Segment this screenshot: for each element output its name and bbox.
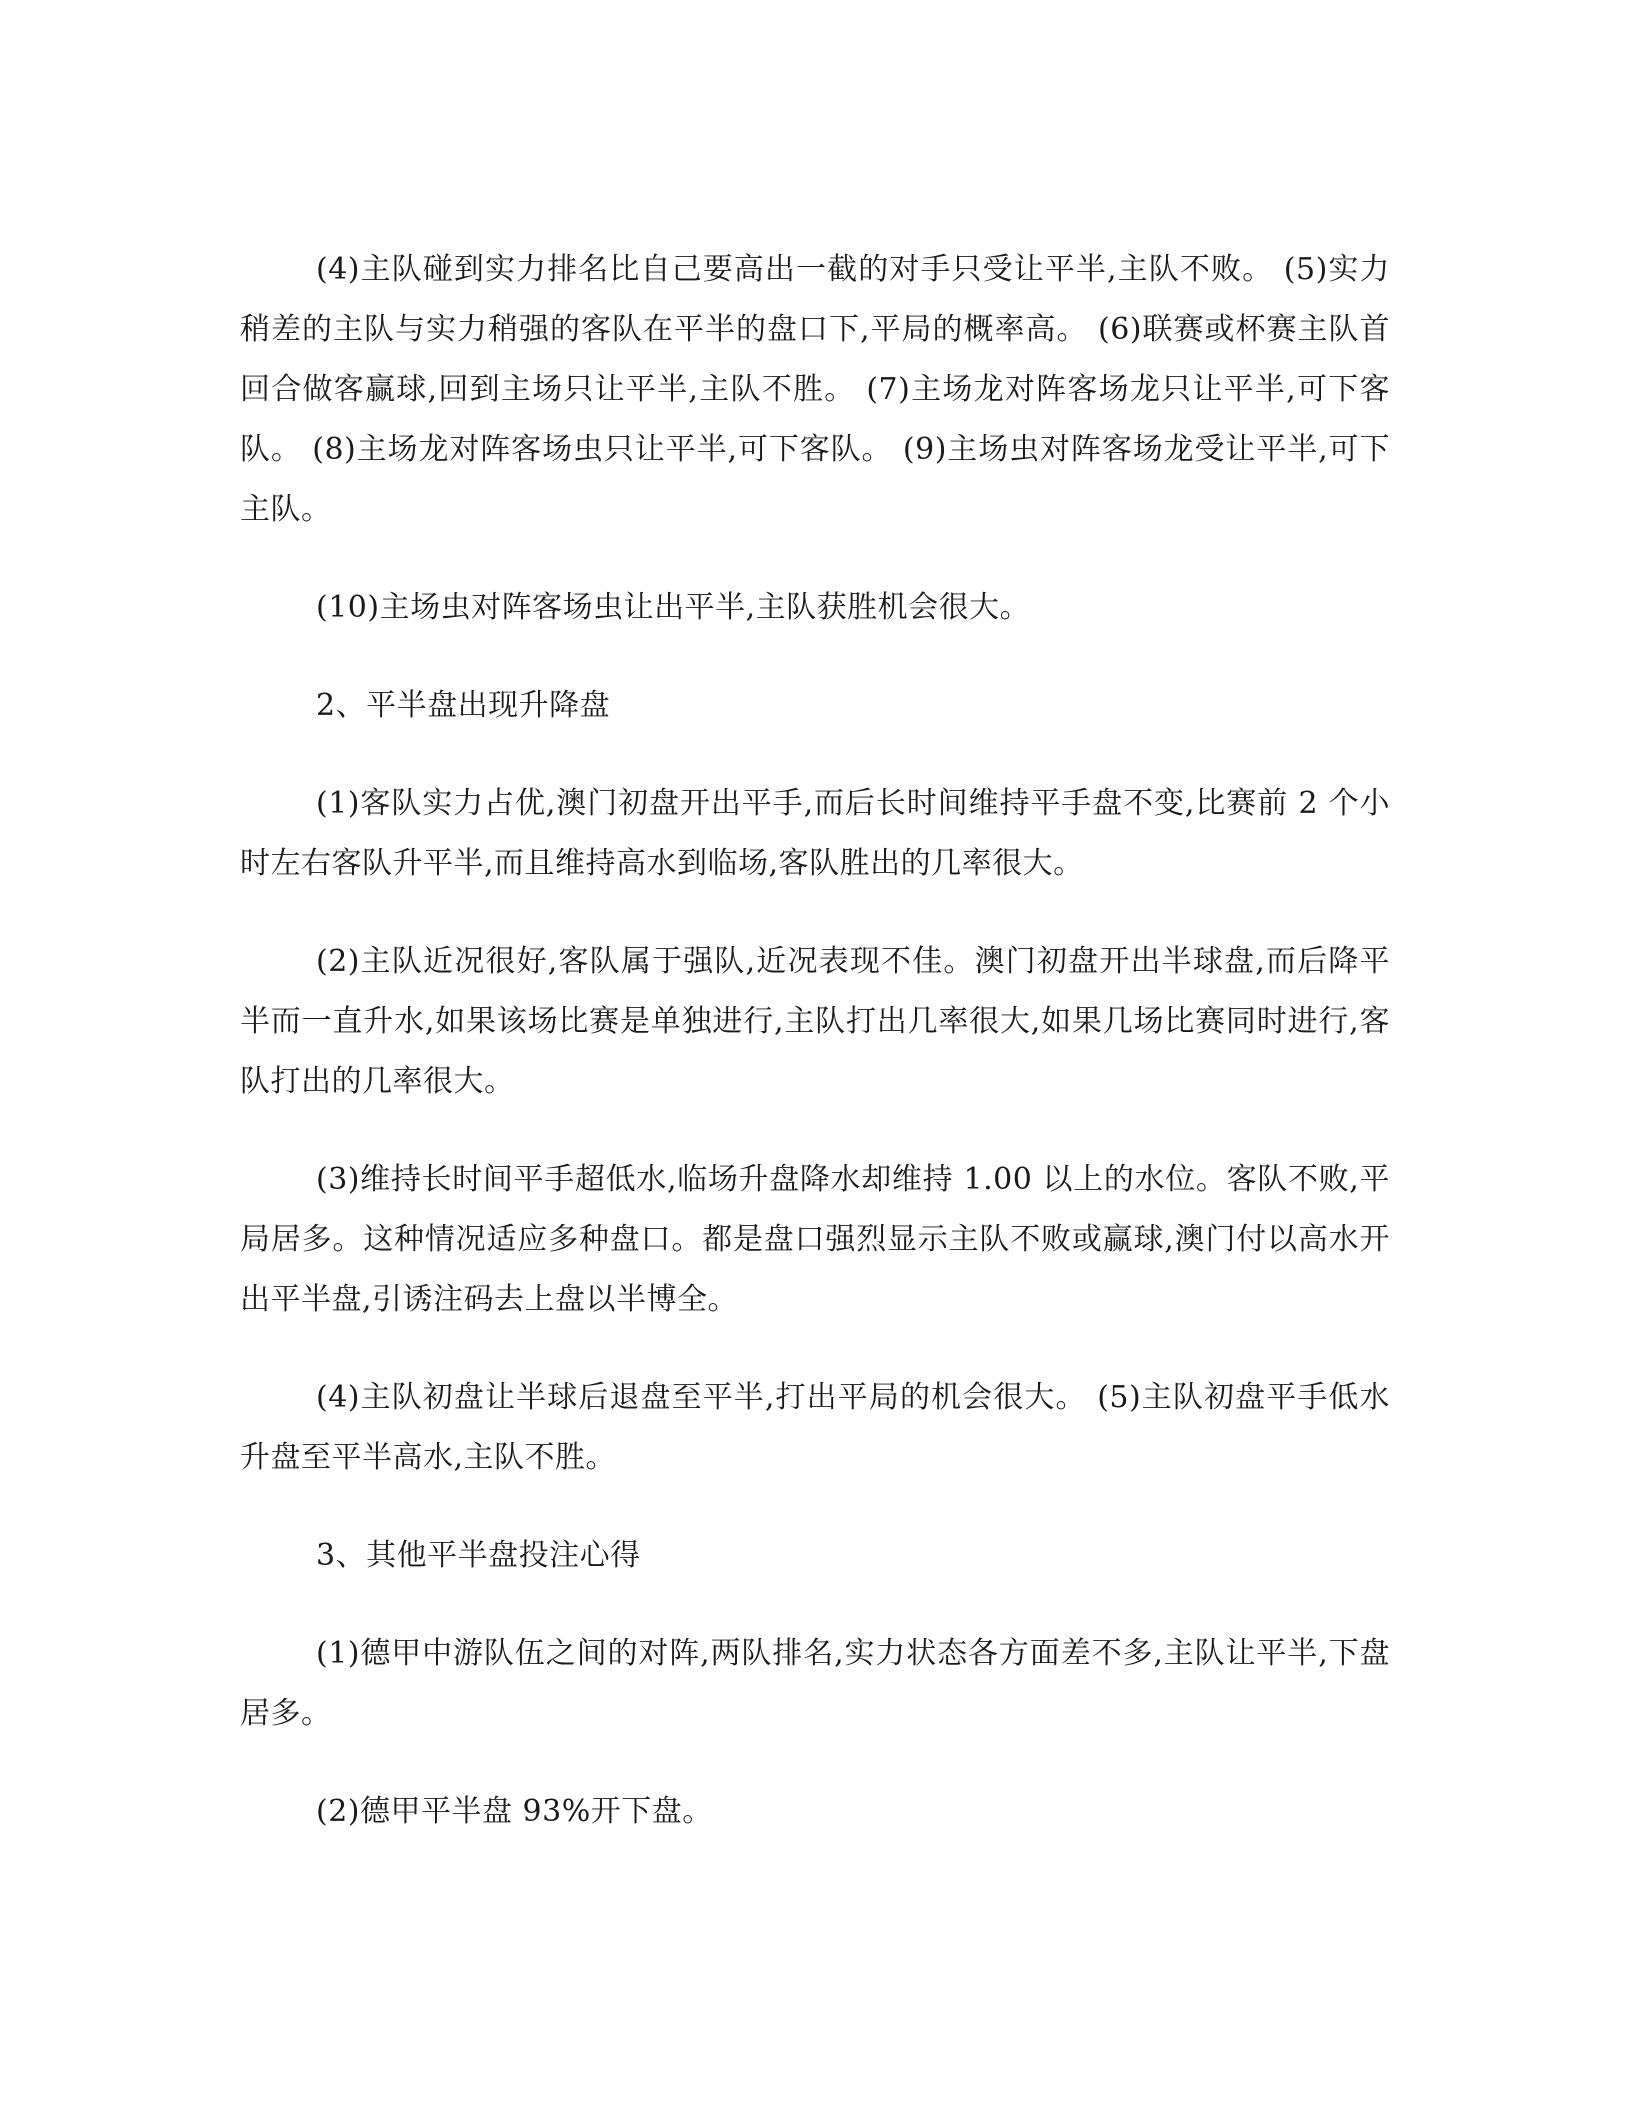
paragraph-rules-4-9: (4)主队碰到实力排名比自己要高出一截的对手只受让平半,主队不败。 (5)实力稍差的主队与实力稍强的客队在平半的盘口下,平局的概率高。 (6)联赛或杯赛主队首回合做客赢球,回到主场只让平半,主队不胜。 (7)主场龙对阵客场龙只让平半,可下客队。 (8)主场龙对阵客场虫只让平半,可下客队。 (9)主场虫对阵客场龙受让平半,可下主队。 (240, 252, 1390, 527)
paragraph-section3-item-2: (2)德甲平半盘 93%开下盘。 (316, 1794, 713, 1829)
section-heading-3: 3、其他平半盘投注心得 (316, 1538, 641, 1573)
paragraph-section2-items-4-5: (4)主队初盘让半球后退盘至平半,打出平局的机会很大。 (5)主队初盘平手低水升盘至平半高水,主队不胜。 (240, 1380, 1390, 1475)
paragraph-section2-item-2: (2)主队近况很好,客队属于强队,近况表现不佳。澳门初盘开出半球盘,而后降平半而一直升水,如果该场比赛是单独进行,主队打出几率很大,如果几场比赛同时进行,客队打出的几率很大。 (240, 944, 1390, 1099)
paragraph-section2-item-1: (1)客队实力占优,澳门初盘开出平手,而后长时间维持平手盘不变,比赛前 2 个小时左右客队升平半,而且维持高水到临场,客队胜出的几率很大。 (240, 786, 1390, 881)
section-heading-2: 2、平半盘出现升降盘 (316, 688, 611, 723)
paragraph-section2-item-3: (3)维持长时间平手超低水,临场升盘降水却维持 1.00 以上的水位。客队不败,平局居多。这种情况适应多种盘口。都是盘口强烈显示主队不败或赢球,澳门付以高水开出平半盘,引诱注码去上盘以半博全。 (240, 1162, 1390, 1317)
paragraph-rule-10: (10)主场虫对阵客场虫让出平半,主队获胜机会很大。 (316, 590, 1031, 625)
paragraph-section3-item-1: (1)德甲中游队伍之间的对阵,两队排名,实力状态各方面差不多,主队让平半,下盘居多。 (240, 1636, 1390, 1731)
document-body (240, 240, 1390, 1880)
